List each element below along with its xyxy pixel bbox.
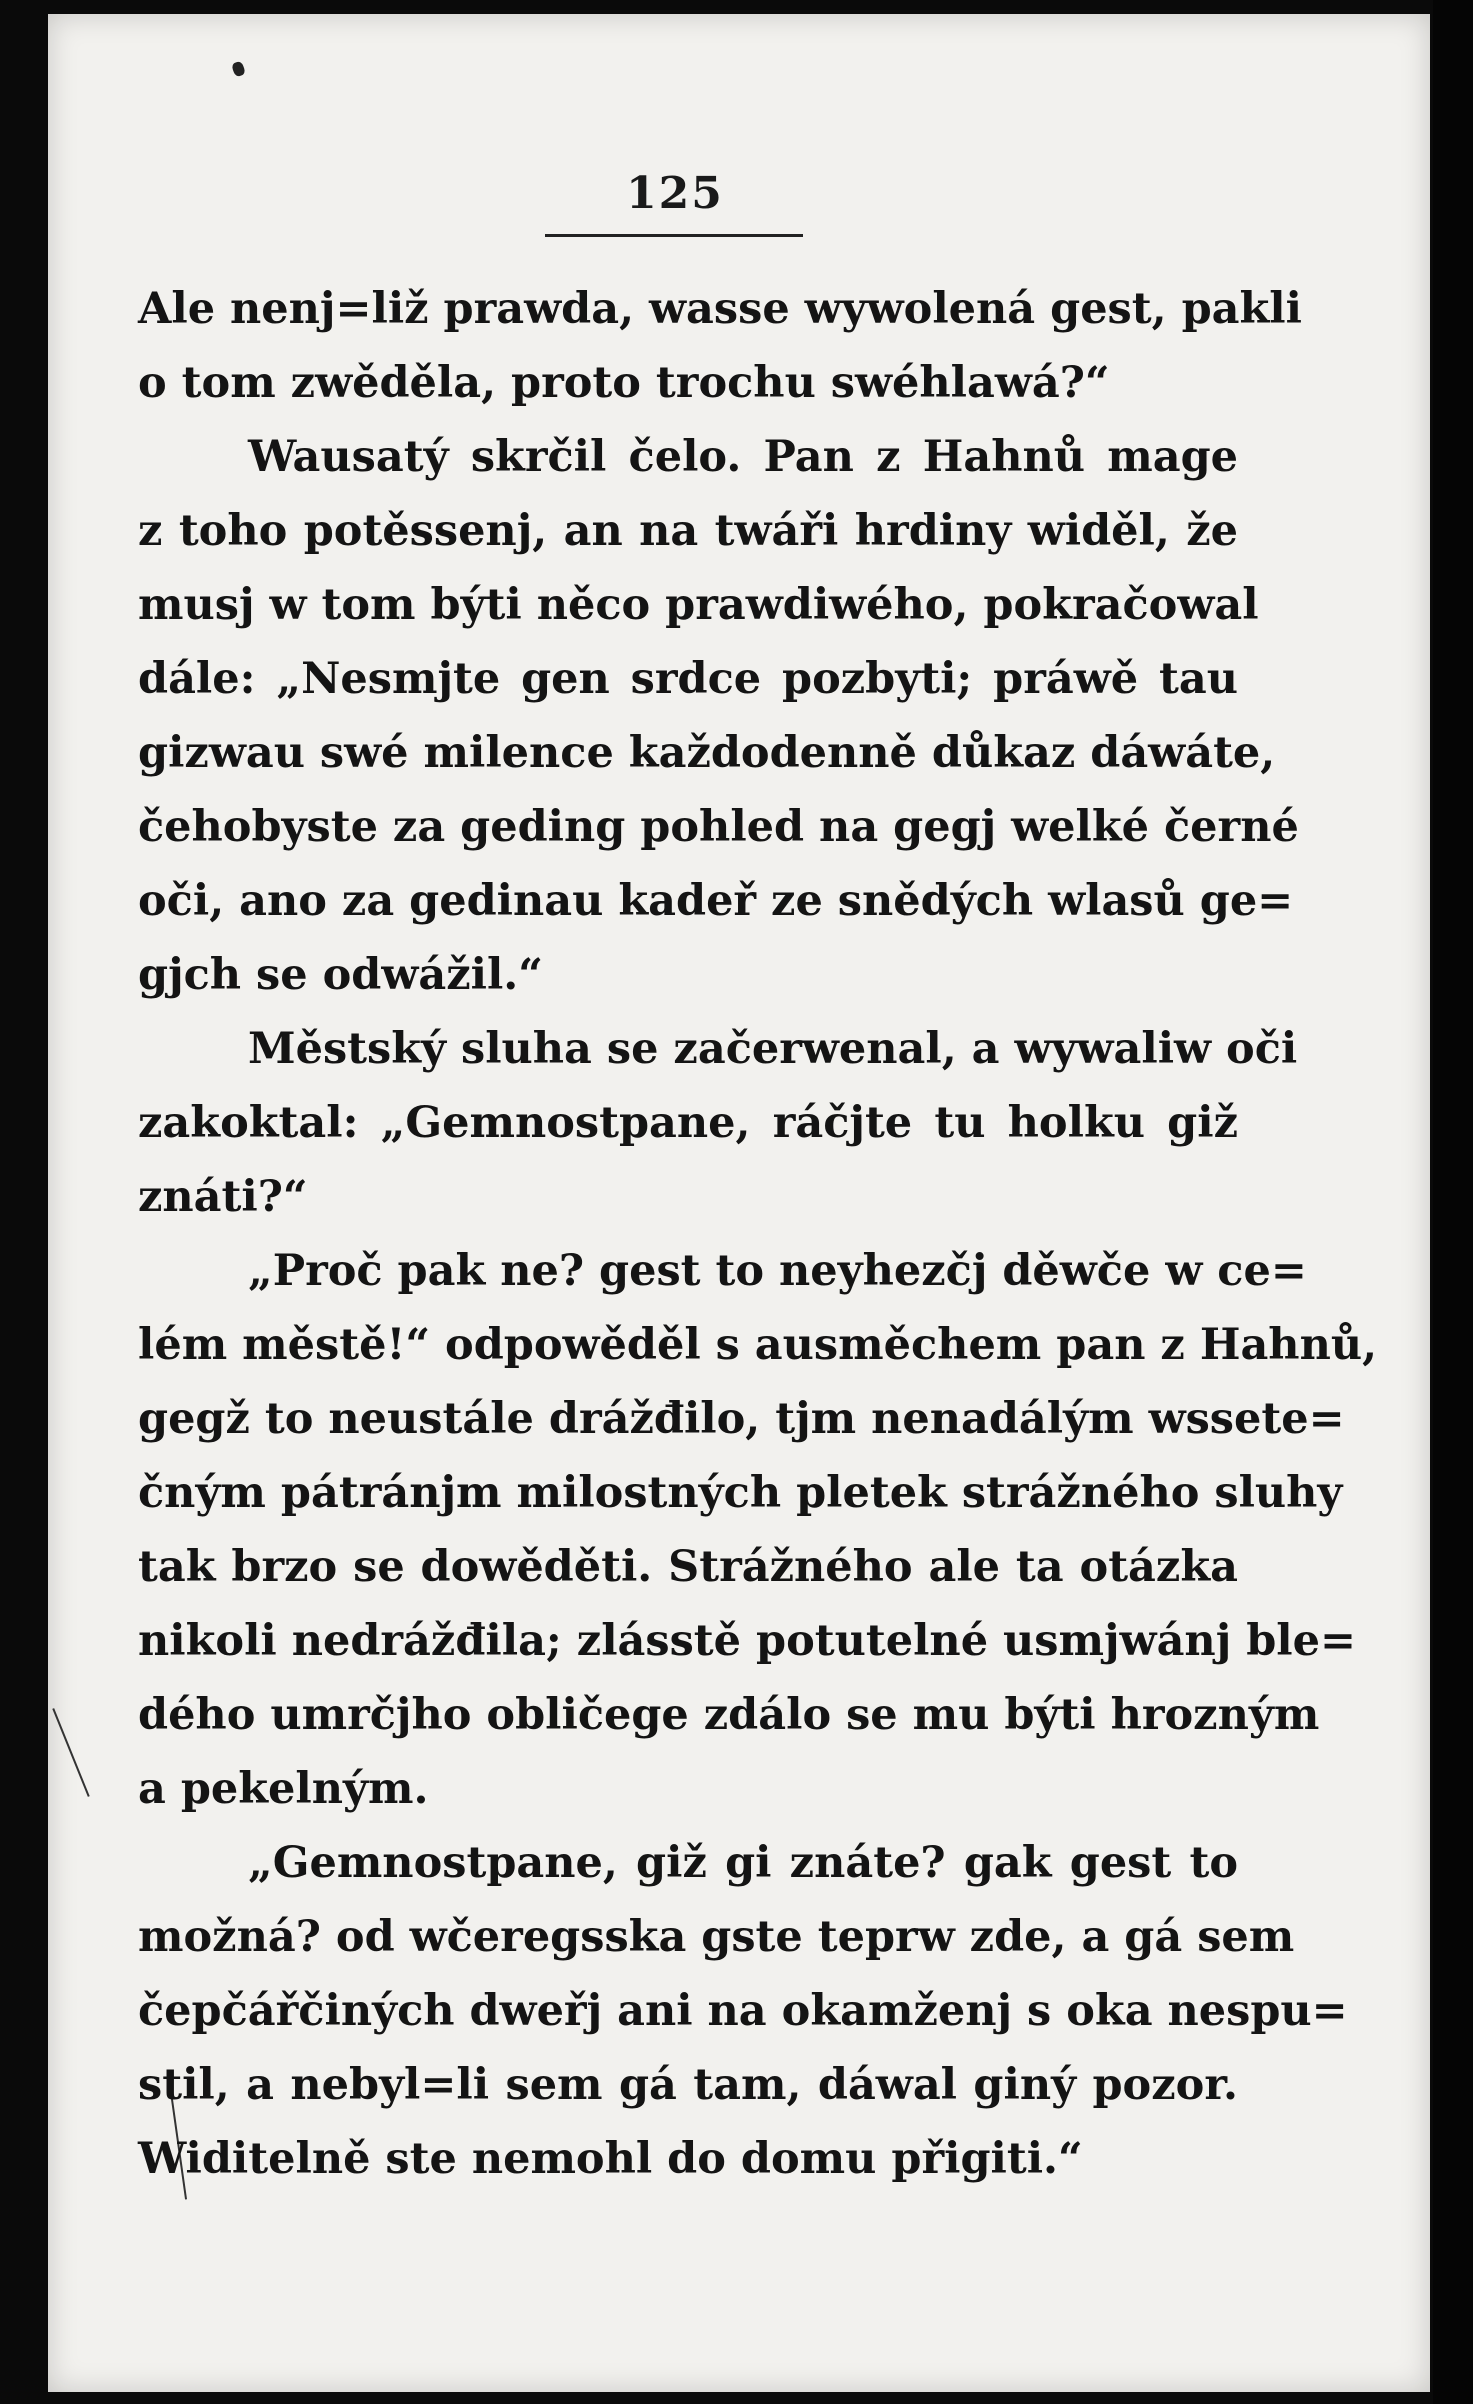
text-line: zakoktal: „Gemnostpane, ráčjte tu holku giž (138, 1098, 1238, 1148)
text-line: z toho potěssenj, an na twáři hrdiny widěl, že (138, 506, 1238, 556)
text-line: o tom zwěděla, proto trochu swéhlawá?“ (138, 358, 1110, 408)
text-line: nikoli nedrážđila; zlásstě potutelné usmjwánj ble= (138, 1616, 1357, 1666)
text-line: oči, ano za gedinau kadeř ze snědých wlasů ge= (138, 876, 1294, 926)
text-line: tak brzo se dowěděti. Strážného ale ta otázka (138, 1542, 1238, 1592)
text-line: znáti?“ (138, 1172, 308, 1222)
text-line: Wausatý skrčil čelo. Pan z Hahnů mage (248, 432, 1238, 482)
text-line: čným pátránjm milostných pletek strážného sluhy (138, 1468, 1343, 1518)
body-text (138, 272, 1378, 2196)
text-line: dále: „Nesmjte gen srdce pozbyti; práwě tau (138, 654, 1238, 704)
text-line: Městský sluha se začerwenal, a wywaliw oči (248, 1024, 1298, 1074)
text-line: „Proč pak ne? gest to neyhezčj děwče w ce= (248, 1246, 1307, 1296)
text-line: dého umrčjho obličege zdálo se mu býti hrozným (138, 1690, 1320, 1740)
text-line: gjch se odwážil.“ (138, 950, 543, 1000)
header-rule (545, 234, 803, 237)
text-line: lém městě!“ odpowěděl s ausměchem pan z Hahnů, (138, 1320, 1378, 1370)
text-line: „Gemnostpane, giž gi znáte? gak gest to (248, 1838, 1238, 1888)
text-line: Widitelně ste nemohl do domu přigiti.“ (138, 2134, 1083, 2184)
scan-edge (1433, 0, 1473, 2404)
text-line: gizwau swé milence každodenně důkaz dáwáte, (138, 728, 1276, 778)
text-line: stil, a nebyl=li sem gá tam, dáwal giný pozor. (138, 2060, 1238, 2110)
page-number: 125 (626, 168, 724, 219)
text-line: Ale nenj=liž prawda, wasse wywolená gest, pakli (138, 284, 1302, 334)
text-line: gegž to neustále drážđilo, tjm nenadálým wssete= (138, 1394, 1345, 1444)
text-line: čepčářčiných dweřj ani na okamženj s oka nespu= (138, 1986, 1348, 2036)
text-line: možná? od wčeregsska gste teprw zde, a gá sem (138, 1912, 1295, 1962)
text-line: čehobyste za geding pohled na gegj welké černé (138, 802, 1299, 852)
text-line: musj w tom býti něco prawdiwého, pokračowal (138, 580, 1259, 630)
text-line: a pekelným. (138, 1764, 429, 1814)
